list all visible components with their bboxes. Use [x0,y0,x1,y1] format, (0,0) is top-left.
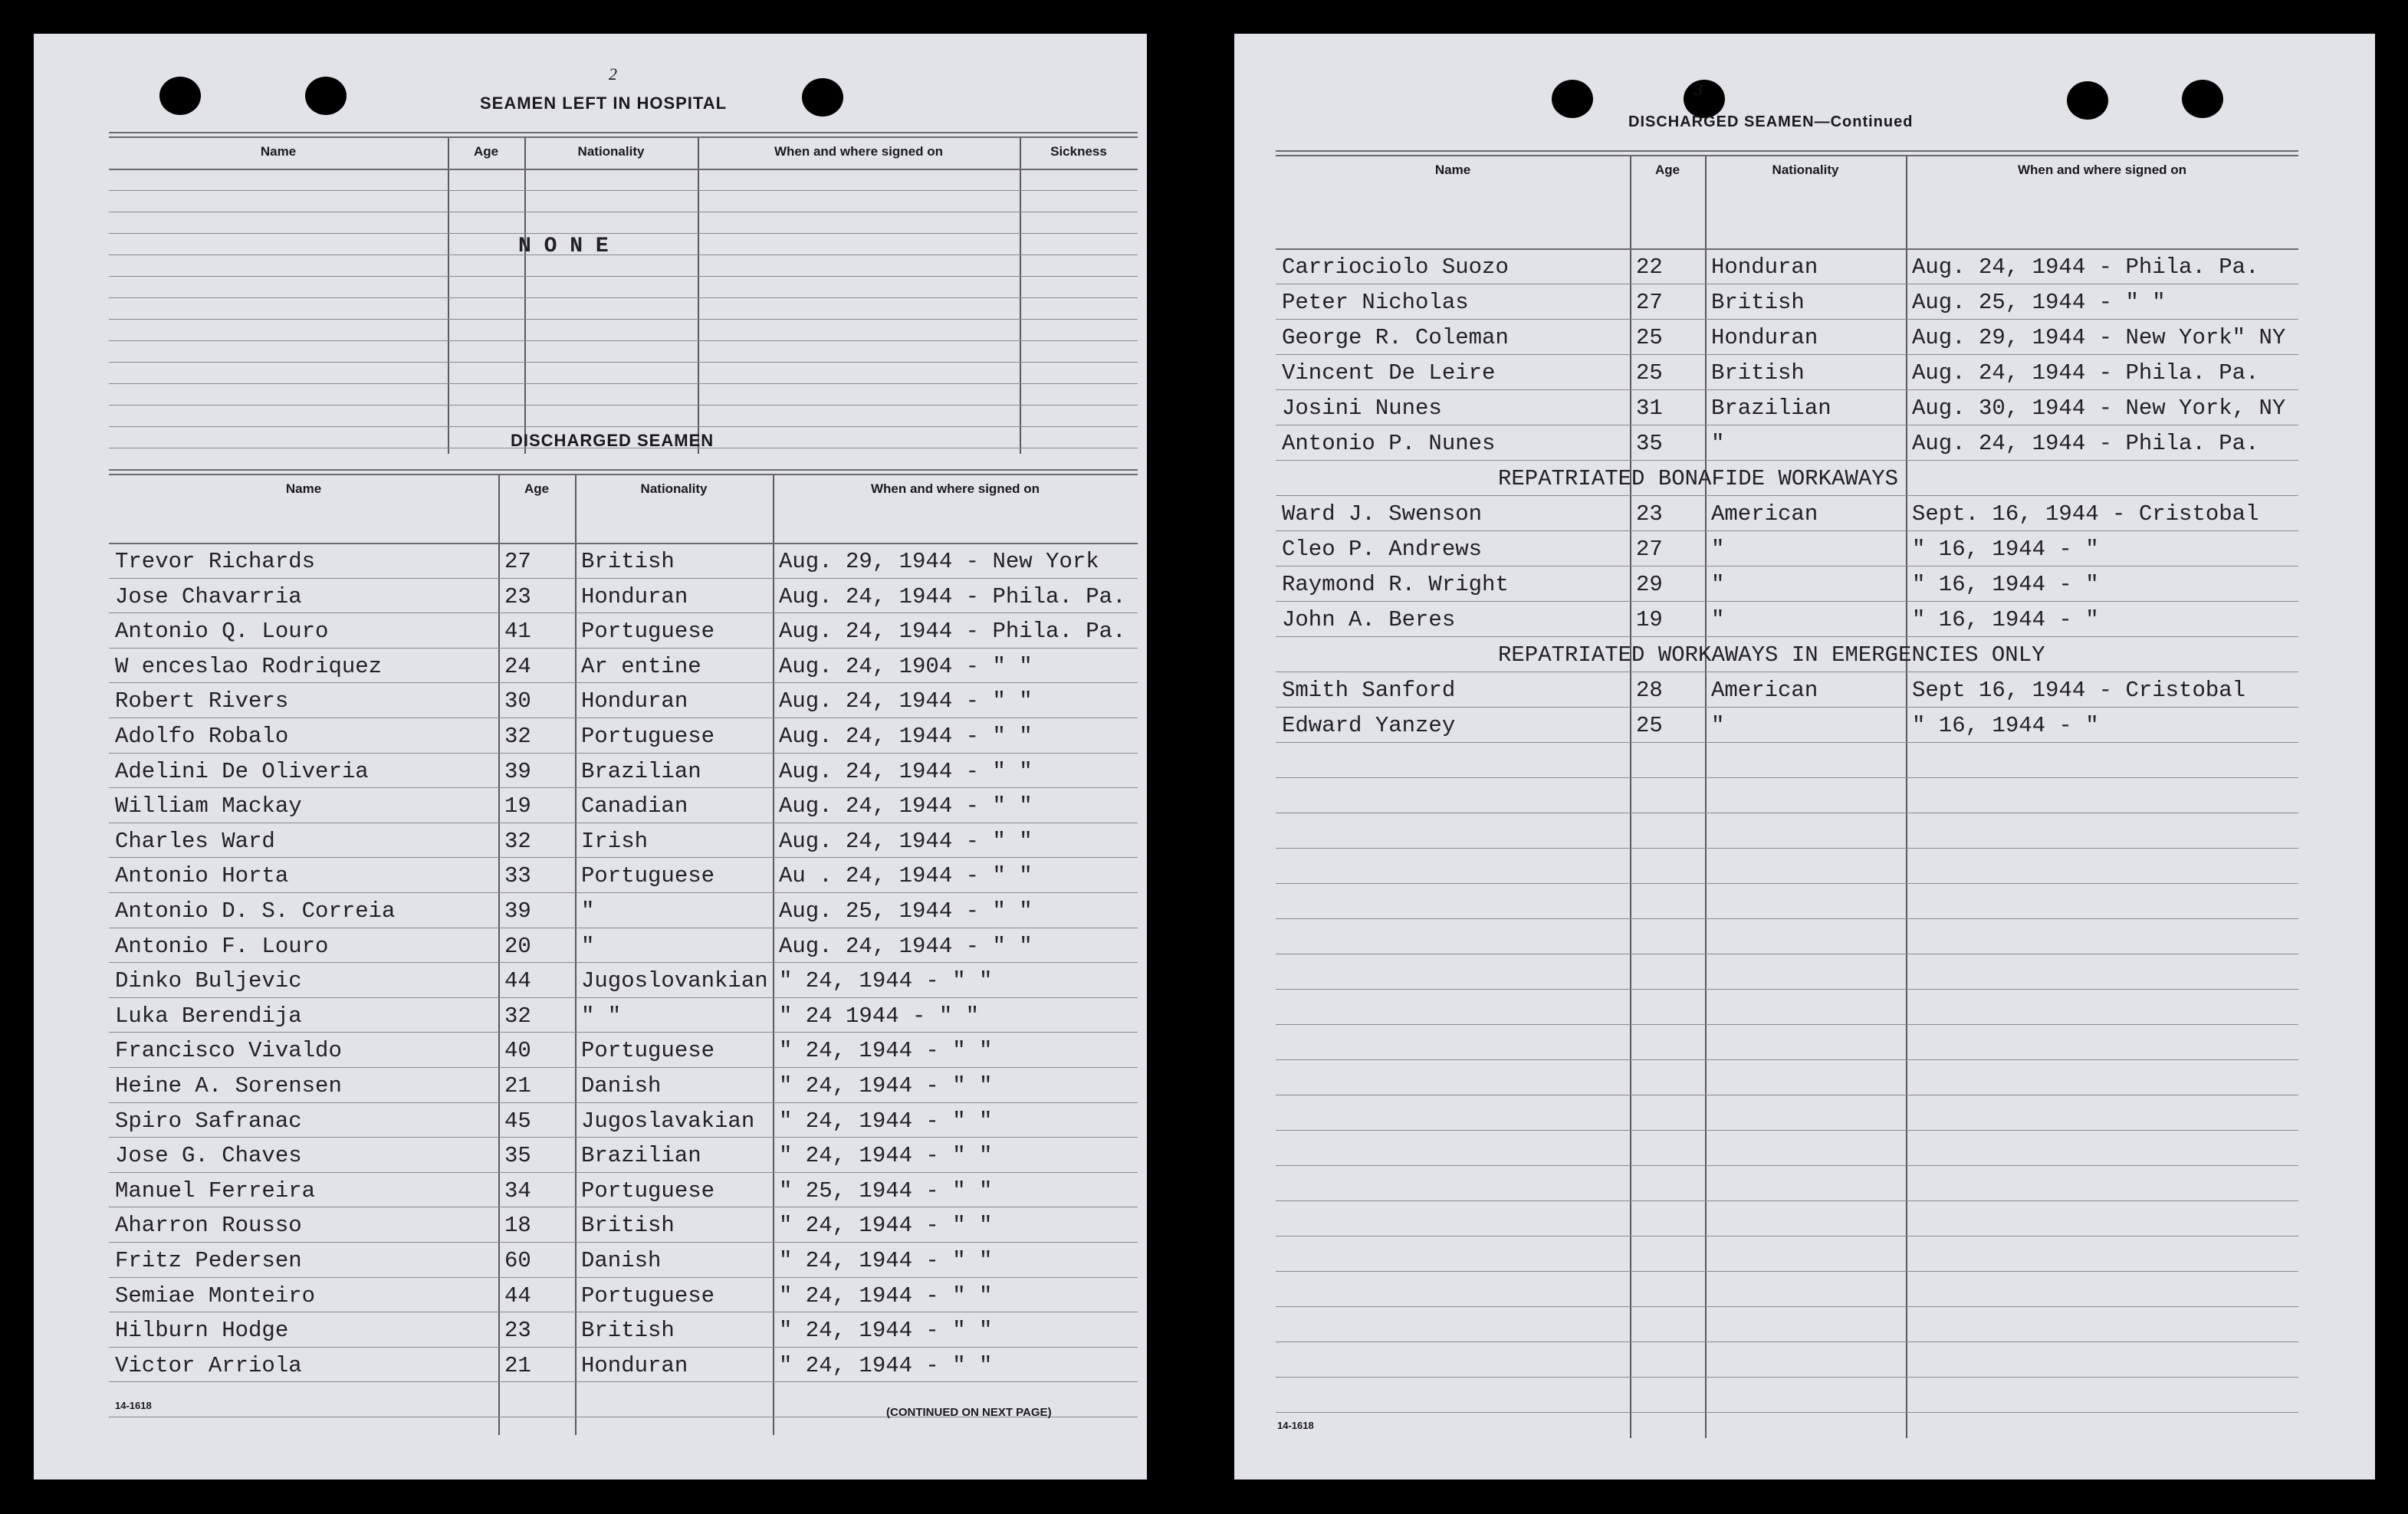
form-code: 14-1618 [1277,1420,1314,1431]
cell-signed_on: Au . 24, 1944 - " " [779,863,1033,889]
column-header: Name [1434,163,1471,177]
punch-hole [305,77,347,115]
cell-name: William Mackay [115,793,302,819]
row-line [109,405,1138,406]
table-row [1276,285,2298,320]
cell-name: Antonio P. Nunes [1282,431,1496,456]
header-divider [109,169,1138,170]
column-header: Nationality [1772,163,1839,177]
table-top-border [109,474,1138,475]
cell-signed_on: Aug. 24, 1944 - Phila. Pa. [1912,255,2259,280]
left-page [34,34,1147,1480]
cell-nationality: Ar entine [581,653,701,679]
table-top-border [109,132,1138,133]
cell-name: W enceslao Rodriquez [115,653,383,679]
cell-nationality: Jugoslovankian [581,968,768,994]
cell-age: 44 [504,1282,531,1309]
table-top-border [109,136,1138,138]
table-row [1276,250,2298,285]
row-line [109,362,1138,363]
cell-age: 41 [504,619,531,645]
column-header: Age [473,144,499,159]
cell-nationality: Portuguese [581,1282,715,1309]
table-row [109,754,1138,790]
cell-age: 21 [504,1352,531,1378]
column-header: Name [285,481,322,496]
cell-age: 31 [1636,396,1663,421]
form-code: 14-1618 [115,1400,152,1411]
table-row [109,1279,1138,1314]
cell-name: Robert Rivers [115,688,289,714]
cell-name: Francisco Vivaldo [115,1038,342,1064]
cell-age: 35 [504,1143,531,1169]
cell-nationality: Irish [581,828,649,854]
column-header: When and where signed on [774,144,944,159]
cell-nationality: " [1711,607,1725,632]
table-row [109,1033,1138,1069]
table-row [109,719,1138,754]
row-line [109,426,1138,427]
row-line [109,190,1138,191]
cell-age: 27 [1636,290,1663,315]
column-divider [448,138,449,454]
column-header: Nationality [640,481,708,496]
table-row [109,1313,1138,1348]
row-line [1276,1059,2298,1060]
table-row [1276,426,2298,461]
cell-nationality: American [1711,678,1818,703]
cell-nationality: British [581,549,675,574]
row-line [109,340,1138,341]
cell-signed_on: Aug. 24, 1944 - Phila. Pa. [779,619,1126,645]
cell-nationality: Portuguese [581,863,715,889]
table-row [109,1208,1138,1243]
cell-age: 27 [1636,537,1663,562]
punch-hole [2182,80,2223,118]
row-line [1276,1412,2298,1413]
cell-signed_on: Aug. 24, 1944 - " " [779,828,1033,854]
table-row [1276,638,2298,673]
cell-nationality: Portuguese [581,619,715,645]
row-line [1276,1165,2298,1166]
cell-signed_on: Aug. 29, 1944 - New York [779,549,1099,574]
column-header: Age [1654,163,1680,177]
table-row [109,1174,1138,1209]
row-line [109,297,1138,298]
cell-age: 23 [1636,501,1663,527]
cell-name: Spiro Safranac [115,1108,302,1134]
row-line [1276,848,2298,849]
cell-nationality: Honduran [1711,325,1818,350]
cell-name: Antonio Horta [115,863,289,889]
cell-signed_on: " 16, 1944 - " [1912,572,2099,597]
cell-signed_on: Aug. 24, 1904 - " " [779,653,1033,679]
cell-nationality: " [581,898,595,924]
page-number: 2 [609,64,617,84]
cell-name: Cleo P. Andrews [1282,537,1483,562]
discharged-title: DISCHARGED SEAMEN [511,431,715,450]
row-line [1276,918,2298,919]
cell-name: Edward Yanzey [1282,713,1456,738]
table-row [109,824,1138,859]
table-row [109,1348,1138,1384]
cell-age: 32 [504,1003,531,1029]
cell-signed_on: Aug. 24, 1944 - " " [779,688,1033,714]
cell-age: 39 [504,758,531,784]
cell-name: Semiae Monteiro [115,1282,316,1309]
cell-name: Luka Berendija [115,1003,302,1029]
hospital-title: SEAMEN LEFT IN HOSPITAL [480,94,728,113]
table-row [109,1104,1138,1139]
cell-age: 25 [1636,325,1663,350]
row-line [1276,1306,2298,1307]
table-row [1276,391,2298,426]
column-divider [524,138,526,454]
row-line [1276,1024,2298,1025]
cell-signed_on: Aug. 24, 1944 - " " [779,933,1033,959]
cell-age: 45 [504,1108,531,1134]
cell-age: 40 [504,1038,531,1064]
table-row [1276,497,2298,532]
table-row [1276,673,2298,708]
row-line [109,319,1138,320]
continued-title: DISCHARGED SEAMEN—Continued [1628,113,1914,130]
cell-signed_on: " 24, 1944 - " " [779,1143,993,1169]
table-row [1276,461,2298,497]
cell-signed_on: " 24, 1944 - " " [779,1318,993,1344]
cell-signed_on: Aug. 30, 1944 - New York, NY [1912,396,2286,421]
cell-age: 28 [1636,678,1663,703]
cell-nationality: Jugoslavakian [581,1108,755,1134]
table-top-border [1276,150,2298,152]
table-row [1276,532,2298,567]
cell-age: 29 [1636,572,1663,597]
cell-name: Aharron Rousso [115,1213,302,1239]
cell-signed_on: Sept. 16, 1944 - Cristobal [1912,501,2259,527]
column-header: When and where signed on [2017,163,2187,177]
cell-signed_on: Aug. 24, 1944 - Phila. Pa. [779,583,1126,609]
cell-signed_on: " 16, 1944 - " [1912,713,2099,738]
cell-age: 25 [1636,360,1663,386]
cell-age: 32 [504,724,531,749]
cell-name: Antonio D. S. Correia [115,898,396,924]
cell-signed_on: " 25, 1944 - " " [779,1177,993,1204]
cell-nationality: Brazilian [1711,396,1831,421]
table-row [109,649,1138,685]
table-row [1276,708,2298,744]
cell-signed_on: " 24 1944 - " " [779,1003,980,1029]
row-line [109,383,1138,384]
table-row [109,964,1138,999]
cell-nationality: British [581,1213,675,1239]
cell-age: 24 [504,653,531,679]
cell-name: Jose G. Chaves [115,1143,302,1169]
cell-age: 25 [1636,713,1663,738]
cell-name: Manuel Ferreira [115,1177,316,1204]
table-row [109,929,1138,964]
table-row [1276,603,2298,638]
cell-nationality: Brazilian [581,1143,701,1169]
cell-age: 32 [504,828,531,854]
cell-nationality: British [1711,360,1805,386]
cell-nationality: Honduran [1711,255,1818,280]
cell-age: 39 [504,898,531,924]
column-header: Age [524,481,550,496]
cell-name: Raymond R. Wright [1282,572,1509,597]
cell-nationality: " [1711,572,1725,597]
cell-name: Antonio Q. Louro [115,619,329,645]
punch-hole [2067,81,2108,120]
cell-signed_on: " 16, 1944 - " [1912,537,2099,562]
cell-nationality: Honduran [581,583,688,609]
punch-hole [159,77,201,115]
cell-age: 19 [1636,607,1663,632]
cell-nationality: British [581,1318,675,1344]
right-page [1234,34,2375,1480]
cell-name: Jose Chavarria [115,583,302,609]
cell-name: Carriociolo Suozo [1282,255,1509,280]
cell-signed_on: Aug. 24, 1944 - " " [779,758,1033,784]
cell-signed_on: Aug. 25, 1944 - " " [779,898,1033,924]
cell-age: 27 [504,549,531,574]
cell-nationality: " " [581,1003,622,1029]
cell-age: 33 [504,863,531,889]
punch-hole [1684,80,1725,118]
row-line [1276,777,2298,778]
cell-nationality: " [1711,713,1725,738]
cell-nationality: " [1711,537,1725,562]
cell-name: Josini Nunes [1282,396,1442,421]
cell-signed_on: Sept 16, 1944 - Cristobal [1912,678,2246,703]
column-header: Nationality [577,144,645,159]
hospital-table [109,132,1138,454]
row-line [1276,1130,2298,1131]
cell-nationality: " [581,933,595,959]
table-row [109,1069,1138,1104]
cell-name: Dinko Buljevic [115,968,302,994]
table-row [109,789,1138,824]
column-header: When and where signed on [870,481,1040,496]
cell-nationality: British [1711,290,1805,315]
cell-signed_on: Aug. 24, 1944 - " " [779,793,1033,819]
cell-name: Ward J. Swenson [1282,501,1483,527]
table-row [109,614,1138,649]
punch-hole [802,78,843,117]
cell-name: Peter Nicholas [1282,290,1469,315]
cell-name: Heine A. Sorensen [115,1073,342,1099]
cell-name: Hilburn Hodge [115,1318,289,1344]
table-row [109,1243,1138,1279]
row-line [1276,883,2298,884]
column-header: Name [260,144,297,159]
table-row [109,544,1138,580]
cell-nationality: Danish [581,1248,662,1273]
cell-age: 30 [504,688,531,714]
column-divider [698,138,699,454]
row-line [109,233,1138,234]
cell-nationality: " [1711,431,1725,456]
cell-age: 35 [1636,431,1663,456]
table-row [109,999,1138,1034]
cell-name: Vincent De Leire [1282,360,1496,386]
cell-signed_on: Aug. 24, 1944 - Phila. Pa. [1912,431,2259,456]
none-label: N O N E [518,235,609,258]
section-heading: REPATRIATED WORKAWAYS IN EMERGENCIES ONLY [1498,642,2045,668]
row-line [1276,1200,2298,1201]
continued-note: (CONTINUED ON NEXT PAGE) [886,1406,1052,1419]
cell-name: Victor Arriola [115,1352,302,1378]
cell-name: Adolfo Robalo [115,724,289,749]
table-row [1276,356,2298,391]
cell-age: 21 [504,1073,531,1099]
table-row [109,859,1138,894]
discharged-table [109,469,1138,1435]
table-top-border [1276,155,2298,156]
cell-name: George R. Coleman [1282,325,1509,350]
table-row [1276,567,2298,603]
column-header: Sickness [1050,144,1107,159]
cell-name: Fritz Pedersen [115,1248,302,1273]
table-row [109,580,1138,615]
cell-signed_on: " 24, 1944 - " " [779,1282,993,1309]
cell-signed_on: Aug. 24, 1944 - Phila. Pa. [1912,360,2259,386]
cell-age: 18 [504,1213,531,1239]
table-row [109,684,1138,719]
cell-nationality: Portuguese [581,724,715,749]
cell-nationality: Canadian [581,793,688,819]
cell-nationality: Danish [581,1073,662,1099]
row-line [109,276,1138,277]
table-row [1276,320,2298,356]
table-top-border [109,469,1138,471]
cell-name: Smith Sanford [1282,678,1456,703]
cell-signed_on: " 24, 1944 - " " [779,1108,993,1134]
row-line [1276,1271,2298,1272]
cell-age: 60 [504,1248,531,1273]
cell-age: 19 [504,793,531,819]
continued-table [1276,150,2298,1438]
cell-name: Charles Ward [115,828,275,854]
cell-signed_on: " 24, 1944 - " " [779,1352,993,1378]
cell-signed_on: " 24, 1944 - " " [779,1213,993,1239]
cell-signed_on: " 24, 1944 - " " [779,1248,993,1273]
cell-nationality: Brazilian [581,758,701,784]
page-number: 3 [1694,80,1703,99]
table-row [109,1138,1138,1174]
cell-signed_on: Aug. 29, 1944 - New York" NY [1912,325,2286,350]
cell-age: 23 [504,1318,531,1344]
cell-signed_on: Aug. 24, 1944 - " " [779,724,1033,749]
cell-age: 34 [504,1177,531,1204]
cell-age: 23 [504,583,531,609]
cell-nationality: Honduran [581,1352,688,1378]
table-row [109,894,1138,929]
cell-nationality: American [1711,501,1818,527]
cell-nationality: Portuguese [581,1038,715,1064]
cell-signed_on: " 16, 1944 - " [1912,607,2099,632]
row-line [1276,1377,2298,1378]
cell-signed_on: Aug. 25, 1944 - " " [1912,290,2166,315]
cell-nationality: Portuguese [581,1177,715,1204]
cell-nationality: Honduran [581,688,688,714]
row-line [1276,989,2298,990]
cell-name: Trevor Richards [115,549,316,574]
punch-hole [1552,80,1593,118]
cell-age: 20 [504,933,531,959]
column-divider [1020,138,1021,454]
section-heading: REPATRIATED BONAFIDE WORKAWAYS [1498,466,1899,491]
cell-age: 44 [504,968,531,994]
cell-signed_on: " 24, 1944 - " " [779,1038,993,1064]
cell-name: John A. Beres [1282,607,1456,632]
cell-name: Adelini De Oliveria [115,758,369,784]
cell-age: 22 [1636,255,1663,280]
cell-signed_on: " 24, 1944 - " " [779,968,993,994]
cell-name: Antonio F. Louro [115,933,329,959]
cell-signed_on: " 24, 1944 - " " [779,1073,993,1099]
